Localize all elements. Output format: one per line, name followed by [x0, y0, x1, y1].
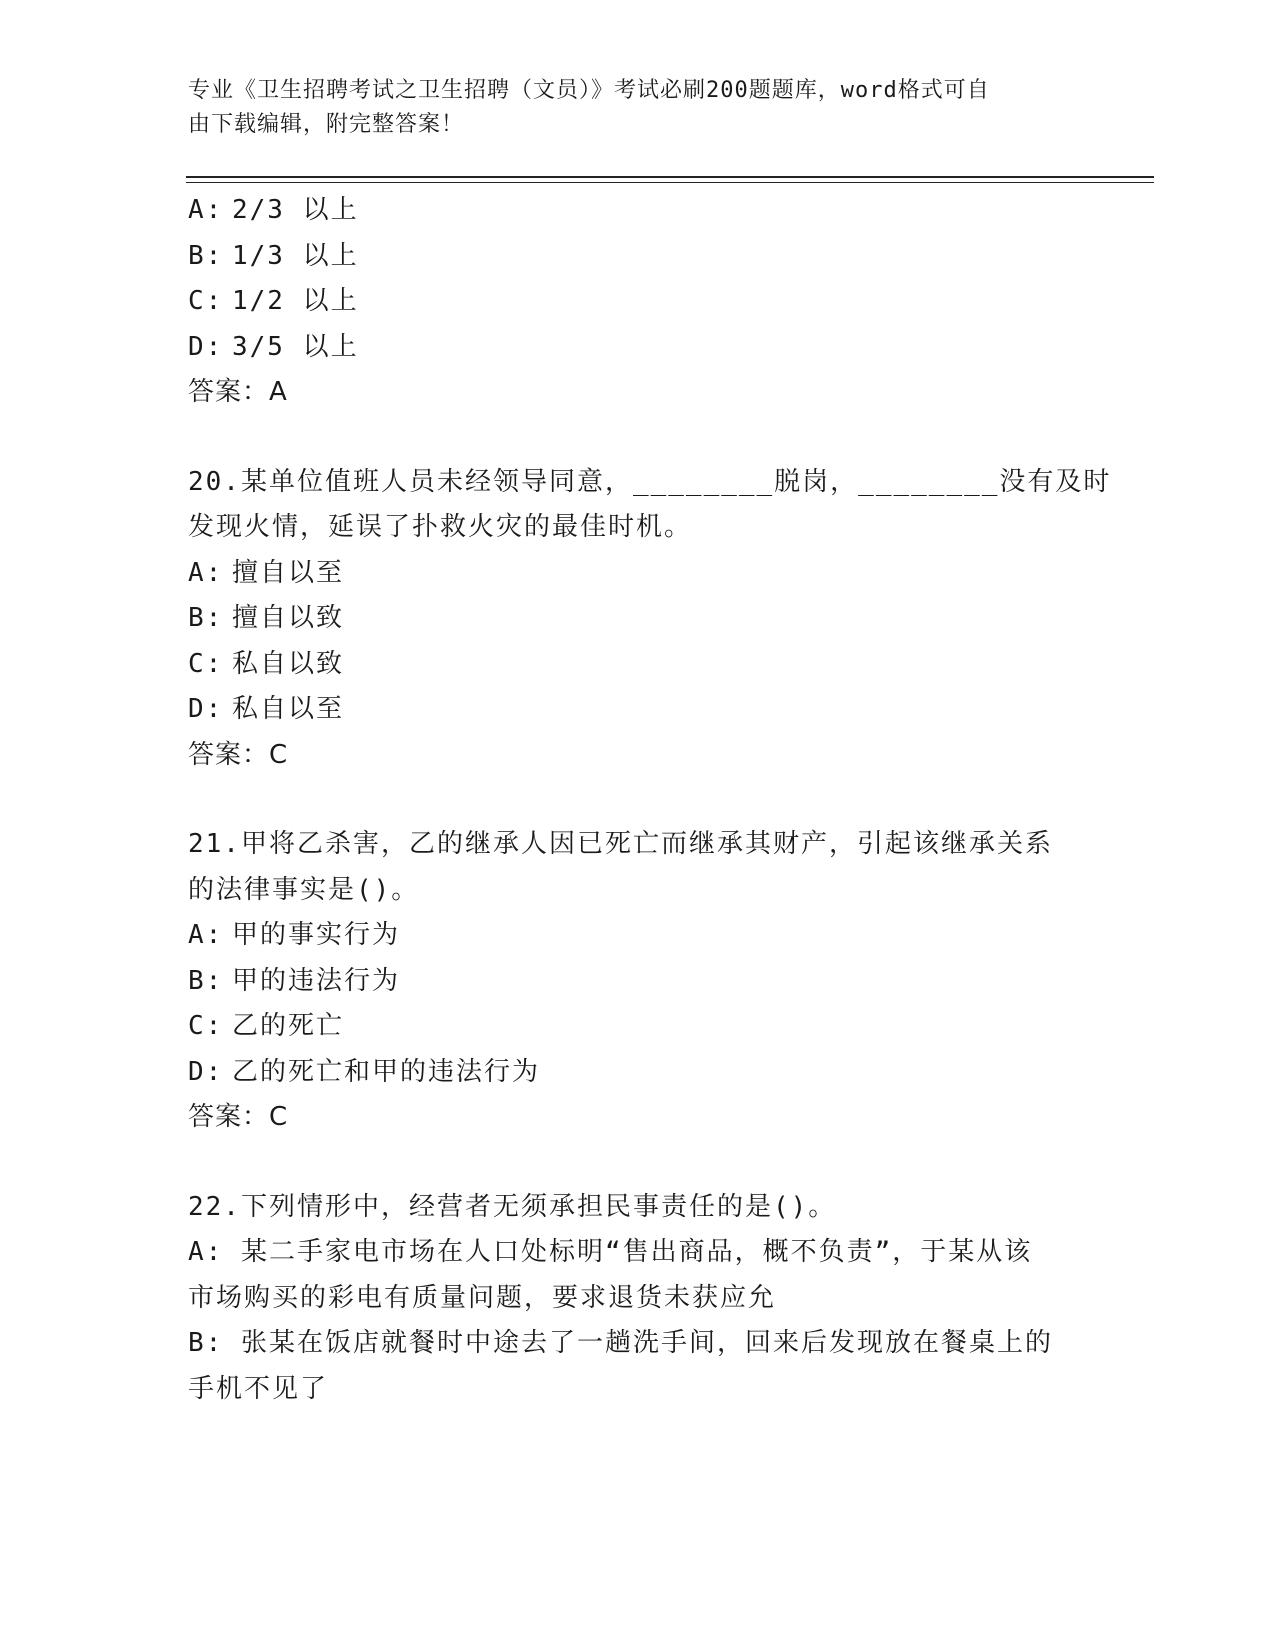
- question-content: [188, 188, 1112, 1412]
- question-20-text-line-1: 20.某单位值班人员未经领导同意，________脱岗，________没有及时: [188, 466, 1112, 497]
- option-b-line-1: B: 张某在饭店就餐时中途去了一趟洗手间，回来后发现放在餐桌上的: [188, 1328, 1053, 1358]
- header-line-2: 由下载编辑，附完整答案！: [188, 112, 465, 137]
- option-b: B: 擅自以致: [188, 603, 345, 633]
- option-a-line-1: A: 某二手家电市场在人口处标明“售出商品，概不负责”，于某从该: [188, 1237, 1033, 1267]
- option-b: B: 甲的违法行为: [188, 965, 401, 996]
- option-b-line-2: 手机不见了: [188, 1373, 329, 1404]
- option-c: C: 乙的死亡: [188, 1011, 345, 1041]
- option-a-line-2: 市场购买的彩电有质量问题，要求退货未获应允: [188, 1282, 777, 1313]
- question-20: [188, 460, 1112, 779]
- option-d: D: 私自以至: [188, 694, 345, 724]
- question-22-text: 22.下列情形中，经营者无须承担民事责任的是()。: [188, 1191, 837, 1222]
- header-divider-thick: [186, 176, 1154, 178]
- question-21: [188, 822, 1088, 1141]
- option-a: A: 擅自以至: [188, 557, 345, 588]
- option-d: D: 乙的死亡和甲的违法行为: [188, 1056, 541, 1087]
- document-header: [188, 74, 1068, 142]
- option-c: C: 1/2 以上: [188, 286, 359, 316]
- header-divider-thin: [186, 182, 1154, 183]
- option-b: B: 1/3 以上: [188, 240, 359, 271]
- option-c: C: 私自以致: [188, 648, 345, 679]
- option-d: D: 3/5 以上: [188, 331, 359, 362]
- answer-21: 答案：C: [188, 1102, 289, 1132]
- question-22: [188, 1185, 1088, 1413]
- option-a: A: 甲的事实行为: [188, 920, 401, 950]
- question-21-text-line-2: 的法律事实是()。: [188, 874, 420, 905]
- question-21-text-line-1: 21.甲将乙杀害，乙的继承人因已死亡而继承其财产，引起该继承关系: [188, 829, 1053, 859]
- answer-19: 答案：A: [188, 377, 288, 407]
- answer-20: 答案：C: [188, 739, 289, 770]
- question-20-text-line-2: 发现火情，延误了扑救火灾的最佳时机。: [188, 512, 693, 542]
- question-19-options: [188, 188, 1088, 416]
- header-line-1: 专业《卫生招聘考试之卫生招聘（文员）》考试必刷200题题库，word格式可自: [188, 78, 990, 103]
- option-a: A: 2/3 以上: [188, 195, 359, 225]
